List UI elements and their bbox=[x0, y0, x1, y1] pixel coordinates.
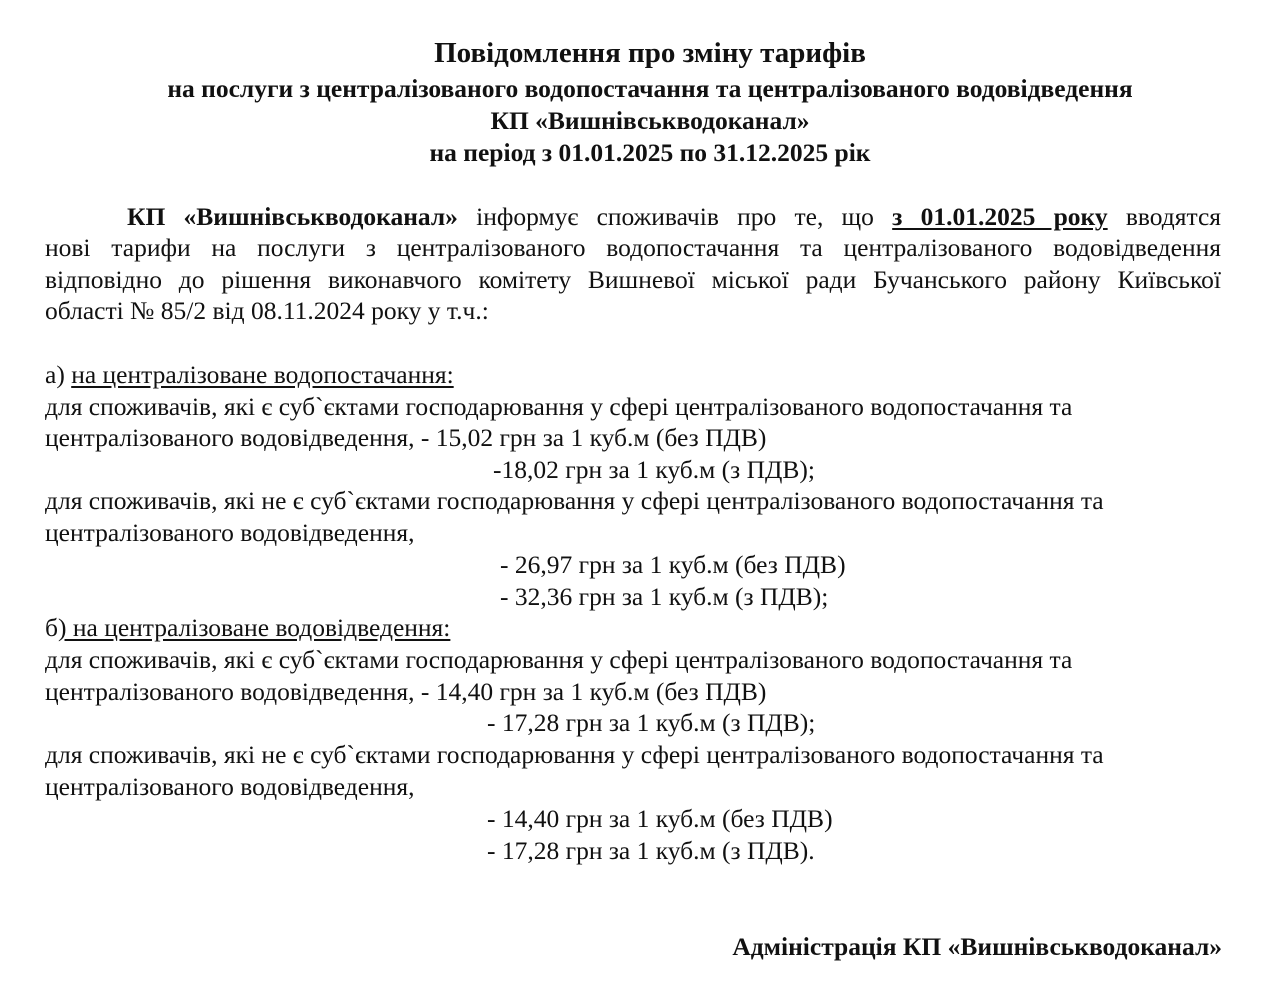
intro-paragraph-line-1 bbox=[127, 202, 1221, 232]
section-a-prefix: а) bbox=[45, 360, 72, 389]
section-a-heading bbox=[45, 360, 454, 390]
section-b-group2-line3: - 14,40 грн за 1 куб.м (без ПДВ) bbox=[487, 804, 833, 833]
section-a-group1-line3: -18,02 грн за 1 куб.м (з ПДВ); bbox=[493, 455, 815, 484]
effective-date: з 01.01.2025 року bbox=[892, 202, 1108, 231]
section-a-group2-line1: для споживачів, які не є суб`єктами господарювання у сфері централізованого водопостачання та bbox=[45, 486, 1104, 515]
section-b-group1-line2: централізованого водовідведення, - 14,40 грн за 1 куб.м (без ПДВ) bbox=[45, 677, 767, 706]
document-subtitle: на послуги з централізованого водопостачання та централізованого водовідведення bbox=[167, 74, 1133, 103]
intro-text-b: вводятся bbox=[1107, 202, 1221, 231]
section-b-prefix: б bbox=[45, 613, 58, 642]
section-b-group2-line4: - 17,28 грн за 1 куб.м (з ПДВ). bbox=[487, 836, 815, 865]
intro-text-a: інформує споживачів про те, що bbox=[457, 202, 893, 231]
validity-period: на період з 01.01.2025 по 31.12.2025 рік bbox=[429, 138, 871, 167]
section-b-group1-line3: - 17,28 грн за 1 куб.м (з ПДВ); bbox=[487, 708, 816, 737]
section-a-group2-line3: - 26,97 грн за 1 куб.м (без ПДВ) bbox=[500, 550, 846, 579]
section-b-group1-line1: для споживачів, які є суб`єктами господарювання у сфері централізованого водопостачання та bbox=[45, 645, 1073, 674]
intro-paragraph-line-4: області № 85/2 від 08.11.2024 року у т.ч.: bbox=[45, 296, 489, 325]
section-a-group2-line4: - 32,36 грн за 1 куб.м (з ПДВ); bbox=[500, 582, 829, 611]
section-b-group2-line2: централізованого водовідведення, bbox=[45, 772, 415, 801]
section-a-group1-line1: для споживачів, які є суб`єктами господарювання у сфері централізованого водопостачання та bbox=[45, 392, 1073, 421]
section-b-title: ) на централізоване водовідведення: bbox=[57, 613, 451, 642]
section-a-group2-line2: централізованого водовідведення, bbox=[45, 518, 415, 547]
intro-paragraph-line-2: нові тарифи на послуги з централізованого водопостачання та централізованого водовідведення bbox=[45, 233, 1221, 262]
intro-company-name: КП «Вишнівськводоканал» bbox=[127, 202, 458, 231]
intro-paragraph-line-3: відповідно до рішення виконавчого комітету Вишневої міської ради Бучанського району Київської bbox=[45, 265, 1221, 294]
company-name-heading: КП «Вишнівськводоканал» bbox=[490, 106, 810, 135]
section-a-group1-line2: централізованого водовідведення, - 15,02 грн за 1 куб.м (без ПДВ) bbox=[45, 423, 767, 452]
section-b-group2-line1: для споживачів, які не є суб`єктами господарювання у сфері централізованого водопостачання та bbox=[45, 740, 1104, 769]
section-b-heading bbox=[45, 613, 450, 643]
document-title: Повідомлення про зміну тарифів bbox=[434, 37, 866, 69]
section-a-title: на централізоване водопостачання: bbox=[71, 360, 454, 389]
signature: Адміністрація КП «Вишнівськводоканал» bbox=[732, 932, 1222, 961]
